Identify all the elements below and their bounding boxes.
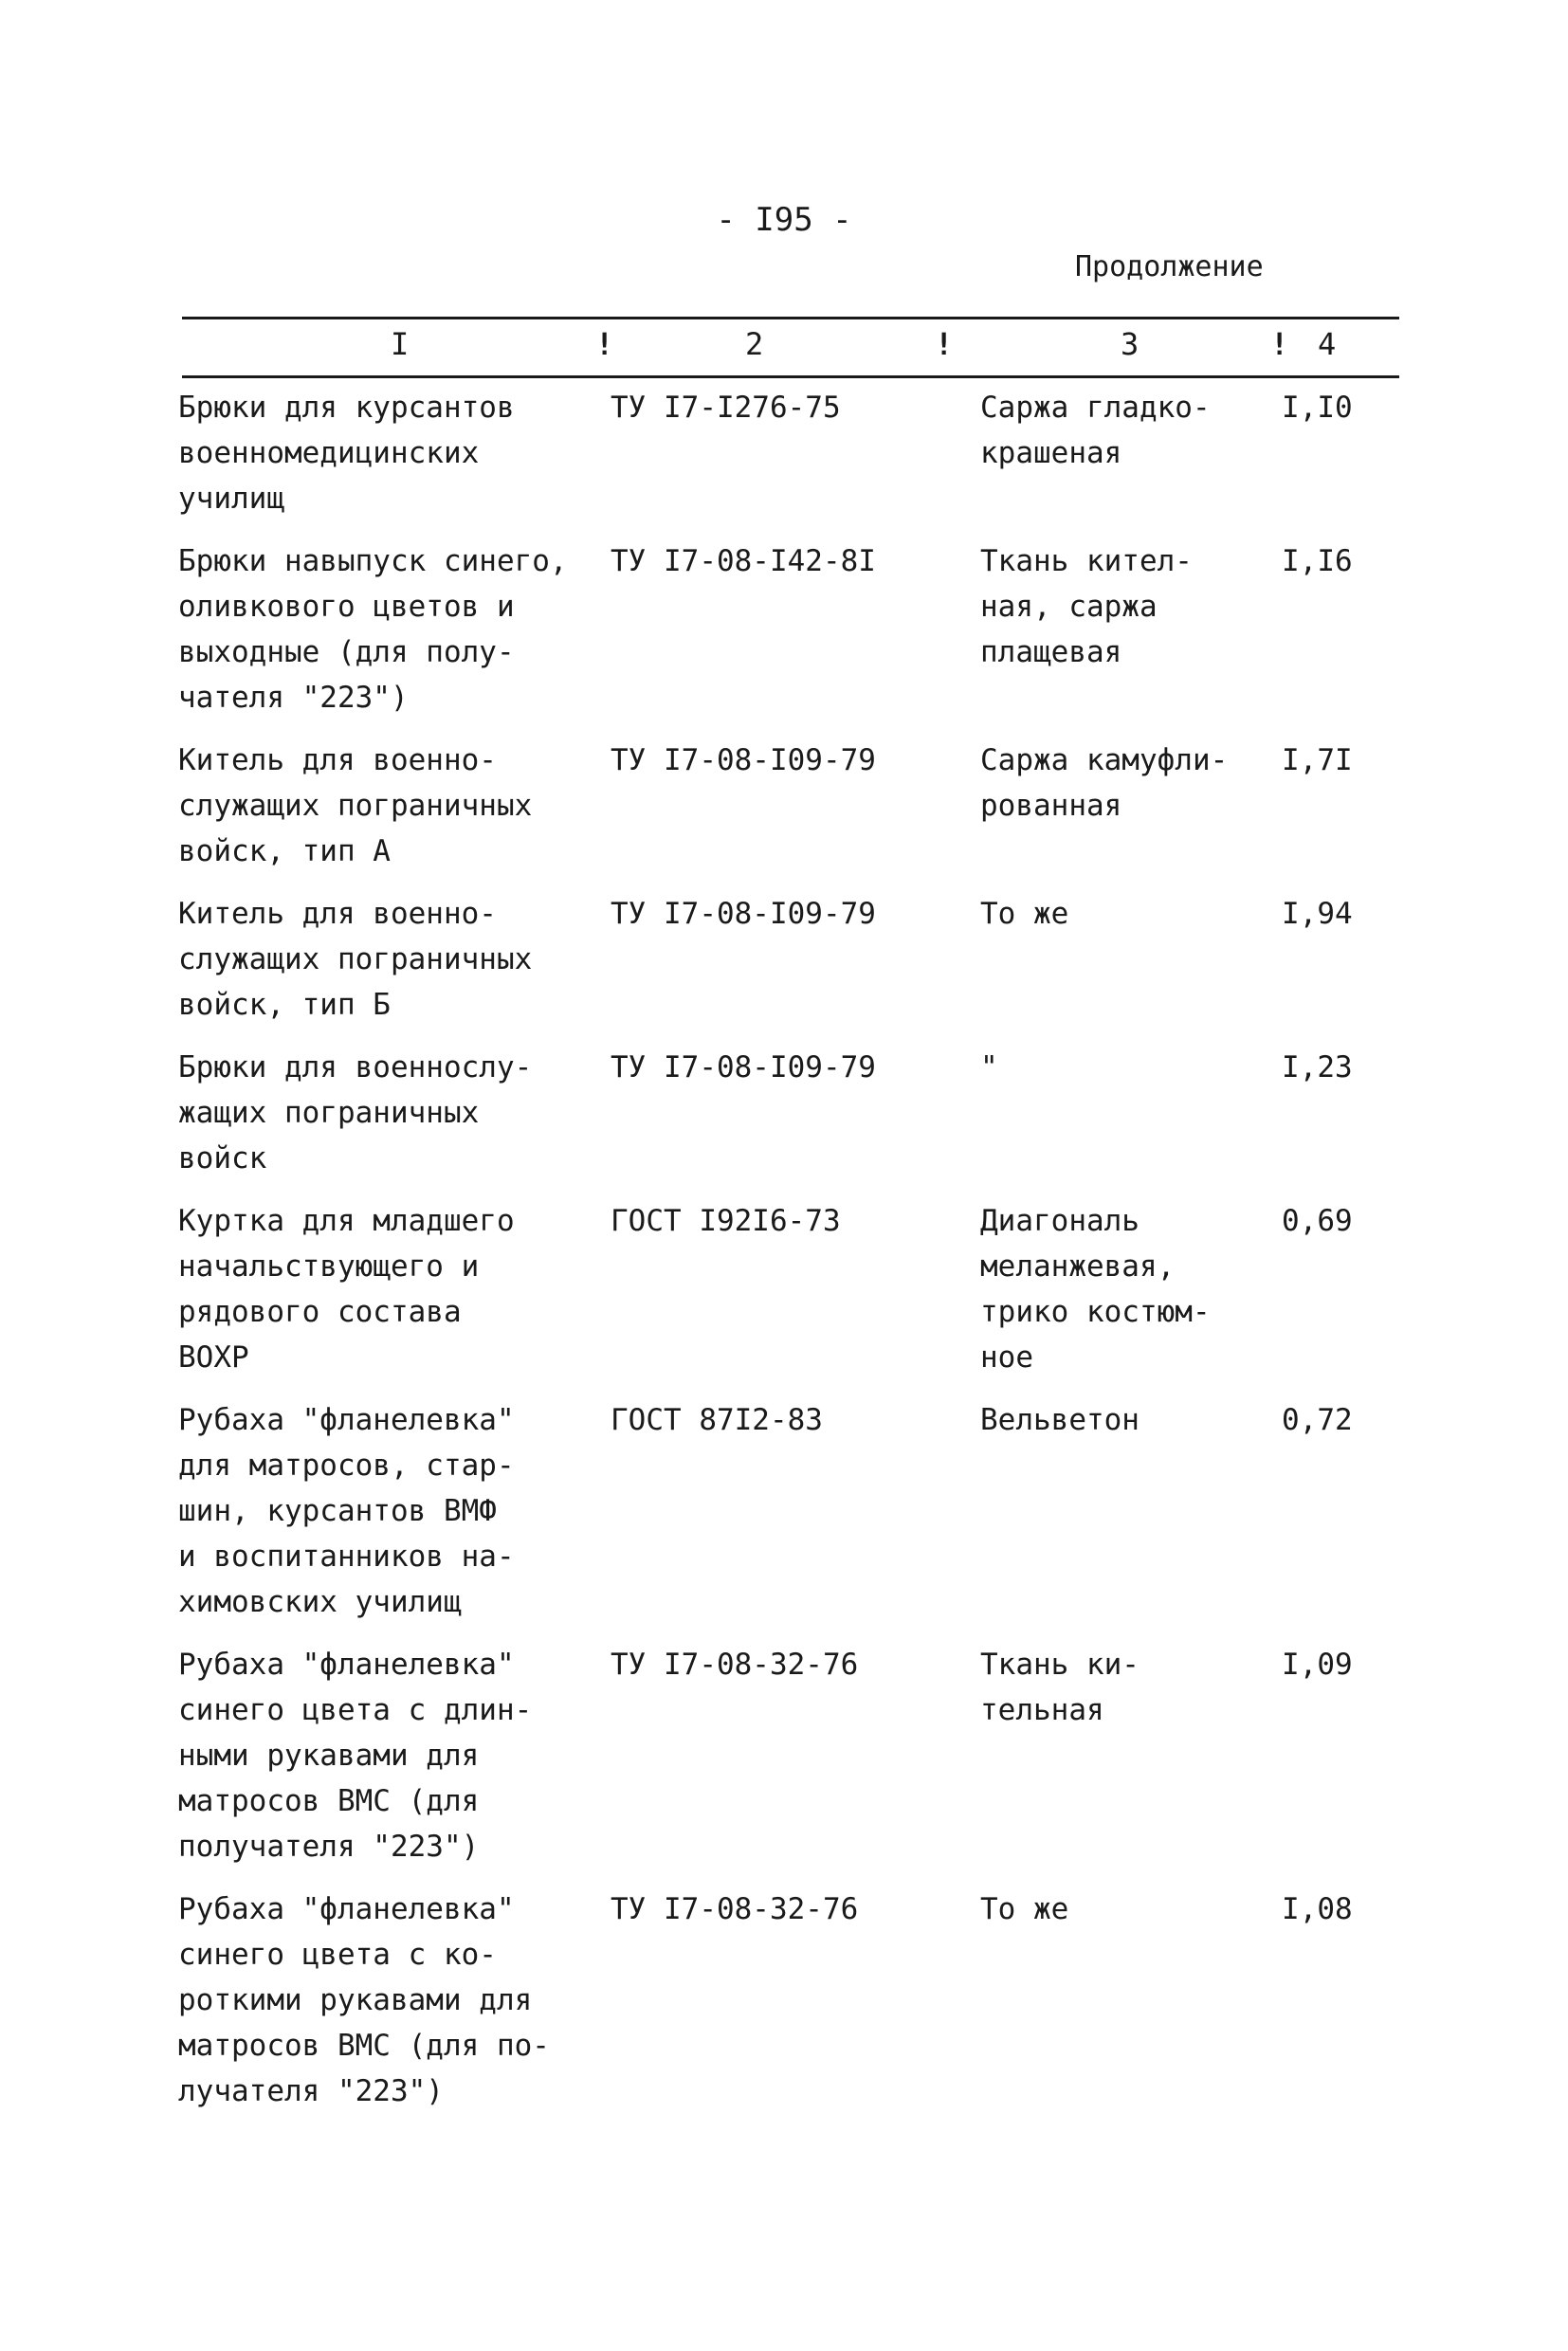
table-row	[178, 891, 1401, 1045]
table-top-rule	[182, 317, 1399, 319]
page-number: - I95 -	[716, 201, 852, 239]
item-value: I,94	[1282, 897, 1353, 931]
item-name: Брюки для курсантов военномедицинских училищ	[178, 391, 515, 516]
item-standard: ГОСТ I92I6-73	[611, 1204, 841, 1238]
table-row	[178, 1886, 1401, 2131]
table-row	[178, 1198, 1401, 1397]
item-value: I,09	[1282, 1648, 1353, 1682]
item-material: "	[980, 1050, 998, 1084]
table-row	[178, 385, 1401, 538]
item-standard: ТУ I7-I276-75	[611, 391, 841, 425]
table-row	[178, 738, 1401, 891]
item-standard: ТУ I7-08-32-76	[611, 1648, 859, 1682]
item-material: Ткань ки- тельная	[980, 1648, 1140, 1727]
item-standard: ТУ I7-08-I09-79	[611, 1050, 876, 1084]
column-separator: !	[935, 326, 954, 362]
item-standard: ГОСТ 87I2-83	[611, 1403, 823, 1437]
item-name: Китель для военно- служащих пограничных войск, тип А	[178, 743, 533, 868]
column-separator: !	[595, 326, 614, 362]
column-header-3: 3	[1121, 326, 1140, 362]
item-material: Саржа камуфли- рованная	[980, 743, 1229, 823]
item-name: Куртка для младшего начальствующего и рядового состава ВОХР	[178, 1204, 515, 1375]
item-name: Китель для военно- служащих пограничных войск, тип Б	[178, 897, 533, 1022]
data-table	[178, 385, 1401, 2131]
item-value: I,7I	[1282, 743, 1353, 777]
item-standard: ТУ I7-08-32-76	[611, 1892, 859, 1926]
column-header-2: 2	[745, 326, 764, 362]
item-value: I,23	[1282, 1050, 1353, 1084]
item-value: I,I0	[1282, 391, 1353, 425]
item-material: Ткань кител- ная, саржа плащевая	[980, 544, 1193, 669]
item-name: Рубаха "фланелевка" синего цвета с ко- роткими рукавами для матросов ВМС (для по- лучателя "223")	[178, 1892, 550, 2108]
item-material: Диагональ меланжевая, трико костюм- ное	[980, 1204, 1211, 1375]
table-row	[178, 538, 1401, 738]
item-standard: ТУ I7-08-I09-79	[611, 743, 876, 777]
continuation-label: Продолжение	[1075, 250, 1264, 283]
item-material: Саржа гладко- крашеная	[980, 391, 1211, 470]
column-header-4: 4	[1318, 326, 1337, 362]
item-name: Брюки для военнослу- жащих пограничных войск	[178, 1050, 533, 1176]
column-header-1: I	[391, 326, 410, 362]
table-row	[178, 1642, 1401, 1886]
item-name: Рубаха "фланелевка" для матросов, стар- шин, курсантов ВМФ и воспитанников на- химовских училищ	[178, 1403, 515, 1619]
item-material: Вельветон	[980, 1403, 1140, 1437]
column-separator: !	[1270, 326, 1289, 362]
item-standard: ТУ I7-08-I42-8I	[611, 544, 876, 578]
table-row	[178, 1397, 1401, 1642]
item-name: Рубаха "фланелевка" синего цвета с длин- ными рукавами для матросов ВМС (для получателя "223")	[178, 1648, 533, 1864]
item-material: То же	[980, 897, 1069, 931]
table-row	[178, 1045, 1401, 1198]
table-header-rule	[182, 375, 1399, 378]
item-name: Брюки навыпуск синего, оливкового цветов и выходные (для полу- чателя "223")	[178, 544, 568, 715]
item-standard: ТУ I7-08-I09-79	[611, 897, 876, 931]
item-material: То же	[980, 1892, 1069, 1926]
item-value: 0,72	[1282, 1403, 1353, 1437]
item-value: I,I6	[1282, 544, 1353, 578]
item-value: 0,69	[1282, 1204, 1353, 1238]
item-value: I,08	[1282, 1892, 1353, 1926]
